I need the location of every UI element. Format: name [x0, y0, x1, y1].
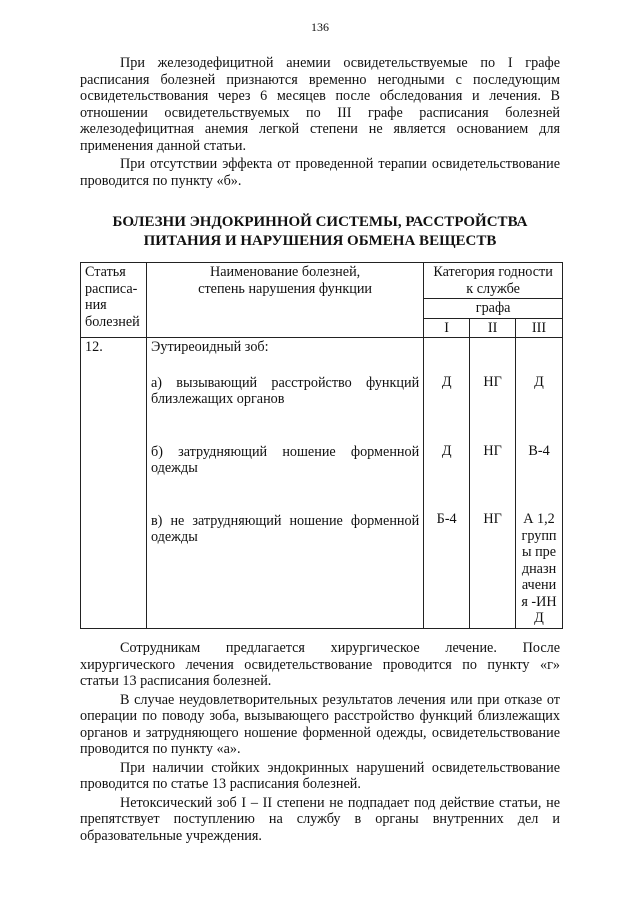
header-name-line: Наименование болезней,: [209, 264, 361, 280]
header-article: Статья расписа-ния болезней: [81, 263, 147, 338]
category-value: НГ: [483, 511, 502, 527]
category-col-II: [470, 338, 516, 629]
disease-item-b: б) затрудняющий ношение форменной одежды: [150, 443, 420, 476]
paragraph: Нетоксический зоб I – II степени не подпадает под действие статьи, не препятствует поступлению на службу в органы внутренних дел и образовательные учреждения.: [80, 794, 560, 844]
disease-item-a: а) вызывающий расстройство функций близлежащих органов: [150, 374, 420, 407]
disease-title: Эутиреоидный зоб:: [150, 339, 269, 355]
article-number: 12.: [81, 338, 147, 629]
header-col-III: III: [516, 318, 563, 338]
category-value: НГ: [483, 374, 502, 390]
paragraph: При отсутствии эффекта от проведенной терапии освидетельствование проводится по пункту «б».: [80, 156, 560, 189]
header-category-line: Категория годности: [433, 264, 553, 280]
outro-text: [80, 640, 560, 844]
section-title-line: ПИТАНИЯ И НАРУШЕНИЯ ОБМЕНА ВЕЩЕСТВ: [143, 233, 497, 249]
table-row: [81, 338, 563, 629]
paragraph: Сотрудникам предлагается хирургическое лечение. После хирургического лечения освидетельствование проводится по пункту «г» статьи 13 расписания болезней.: [80, 640, 560, 689]
section-title-line: БОЛЕЗНИ ЭНДОКРИННОЙ СИСТЕМЫ, РАССТРОЙСТВА: [112, 214, 528, 230]
header-col-I: I: [424, 318, 470, 338]
disease-description: [146, 338, 423, 629]
category-col-III: [516, 338, 563, 629]
intro-text: [80, 55, 560, 189]
category-value: Д: [534, 374, 544, 390]
paragraph: В случае неудовлетворительных результатов лечения или при отказе от операции по поводу зоба, вызывающего расстройство функций близлежащих органов и затрудняющего ношение форменной одежды, освидетельствование проводится по пункту «а».: [80, 691, 560, 757]
disease-schedule-table: [80, 262, 563, 629]
category-value: НГ: [483, 442, 502, 459]
header-category-line: к службе: [466, 280, 520, 297]
category-value: В-4: [528, 442, 550, 459]
paragraph: При наличии стойких эндокринных нарушений освидетельствование проводится по статье 13 расписания болезней.: [80, 759, 560, 792]
category-value: Д: [441, 374, 452, 390]
header-col-II: II: [470, 318, 516, 338]
header-category: [424, 263, 563, 299]
page-number: 136: [311, 20, 329, 34]
header-name-line: степень нарушения функции: [198, 280, 373, 297]
category-value: А 1,2 группы предназначения -ИНД: [521, 511, 557, 626]
category-value: Б-4: [436, 511, 457, 527]
header-grafa: графа: [424, 299, 563, 319]
category-value: Д: [441, 442, 452, 459]
section-title: [80, 213, 560, 251]
category-col-I: [424, 338, 470, 629]
header-disease-name: [146, 263, 423, 338]
disease-item-c: в) не затрудняющий ношение форменной одежды: [150, 512, 420, 545]
paragraph: При железодефицитной анемии освидетельствуемые по I графе расписания болезней признаются временно негодными с последующим освидетельствования через 6 месяцев после обследования и лечения. В отношении освидетельствуемых по III графе расписания болезней железодефицитная анемия легкой степени не является основанием для применения данной статьи.: [80, 55, 560, 154]
